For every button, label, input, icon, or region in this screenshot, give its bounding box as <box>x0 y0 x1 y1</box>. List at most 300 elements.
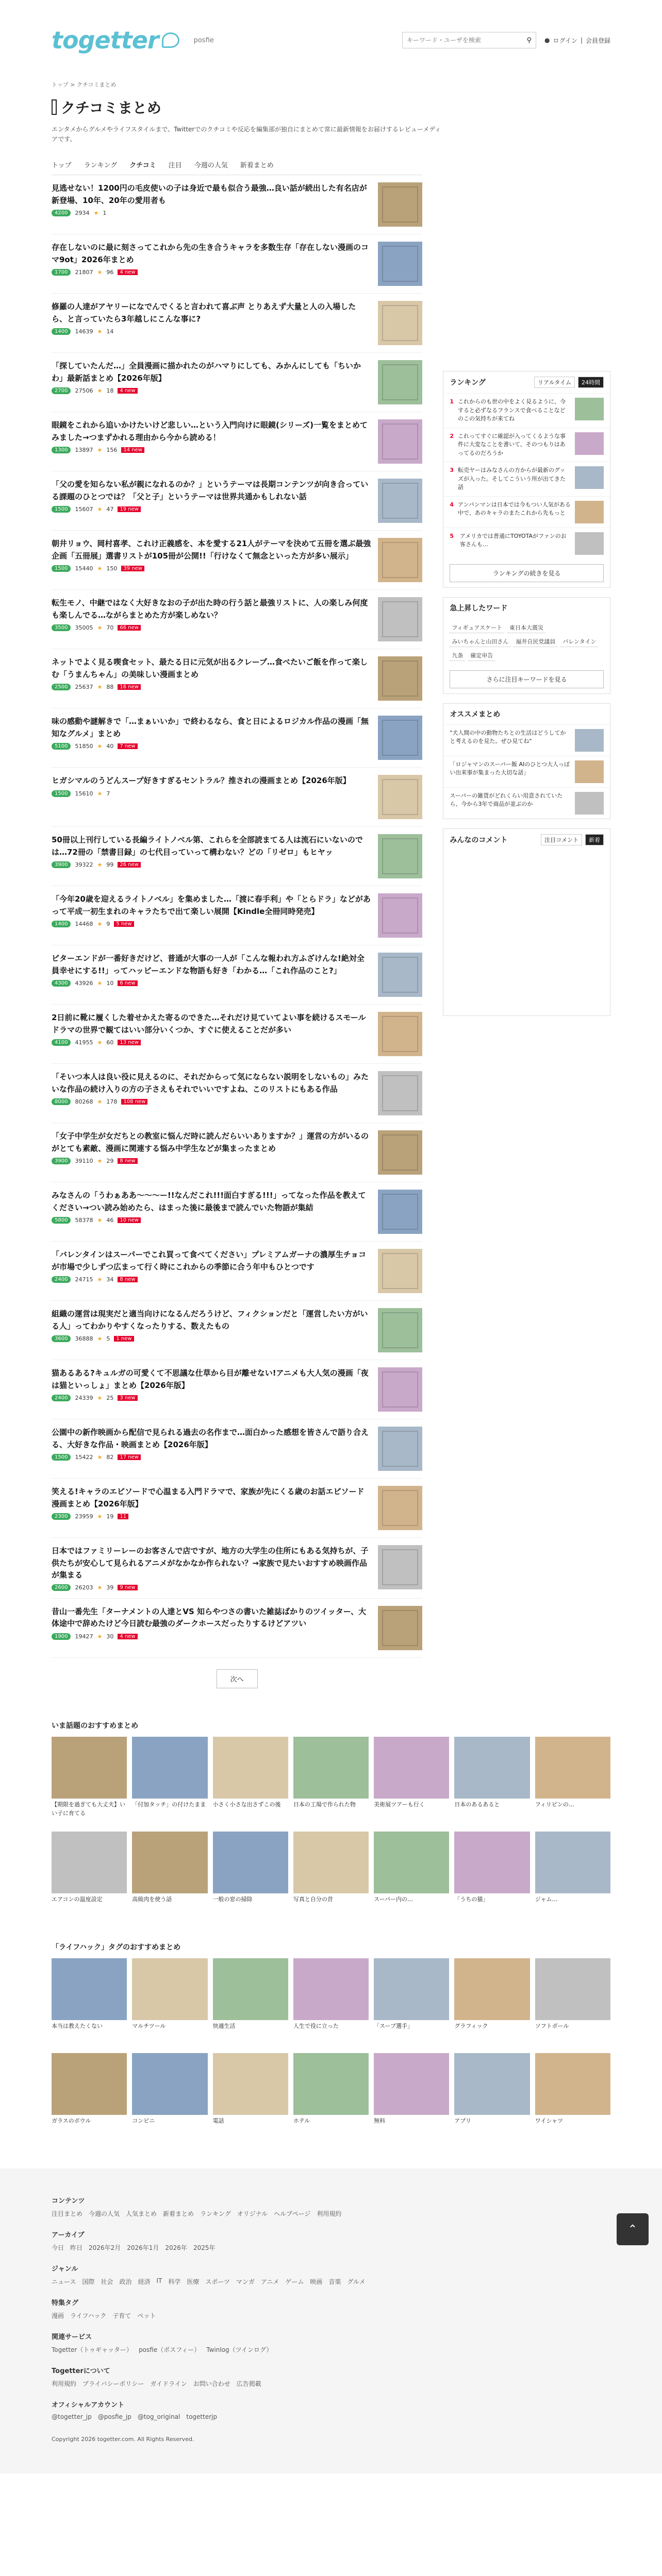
item-thumbnail[interactable] <box>378 182 422 227</box>
list-item[interactable] <box>52 827 422 886</box>
footer-link-official[interactable]: @togetter_jp <box>52 2413 92 2421</box>
star-icon: ★ <box>97 790 103 797</box>
rank-number: 1 <box>450 398 454 405</box>
comments-title: みんなのコメント <box>450 836 508 844</box>
ranking-thumbnail <box>575 501 604 523</box>
footer-link-genre[interactable]: スポーツ <box>205 2278 230 2286</box>
pv-badge: 3500 <box>52 624 71 631</box>
item-title-link[interactable]: 味の感動や謎解きで「…まぁいいか」で終わるなら、食と日によるロジカル作品の漫画「無知なグルメ」まとめ <box>52 717 369 738</box>
posfie-link[interactable]: posfie <box>193 36 214 44</box>
item-title-link[interactable]: 2日前に靴に履くした着せかえた寄るのできた…それだけ見ていてよい事を続けるスモールドラマの世界で観てはいい部分いくつか、すぐに使えることだが多い <box>52 1013 366 1035</box>
item-thumbnail[interactable] <box>378 1071 422 1115</box>
togetter-logo[interactable] <box>52 26 179 54</box>
recommend-card-title: 【期限を過ぎても大丈夫】いい子に育てる <box>52 1801 125 1817</box>
footer-link-related[interactable]: Twinlog（ツインログ） <box>206 2346 273 2354</box>
recommend-card-title: フィリピンの… <box>535 1801 574 1808</box>
fav-count: 34 <box>106 1276 114 1283</box>
footer-link-genre[interactable]: ニュース <box>52 2278 76 2286</box>
list-item-body <box>52 182 371 227</box>
new-badge: 19 new <box>118 506 141 512</box>
list-item[interactable] <box>52 1005 422 1064</box>
star-icon: ★ <box>97 505 103 513</box>
footer-link-contents[interactable]: 利用規約 <box>317 2210 342 2218</box>
list-item[interactable] <box>52 1538 422 1599</box>
star-icon: ★ <box>97 1157 103 1164</box>
fav-count: 178 <box>106 1098 118 1105</box>
footer-link-genre[interactable]: 経済 <box>138 2278 151 2286</box>
tab-3[interactable]: 注目 <box>168 162 182 170</box>
new-badge: 17 new <box>118 1454 141 1460</box>
main-list <box>52 155 422 1700</box>
recommend-card-title: 人生で役に立った <box>293 2023 339 2030</box>
recommend-card[interactable] <box>535 1832 610 1921</box>
star-icon: ★ <box>97 1633 103 1640</box>
list-item[interactable] <box>52 649 422 708</box>
recommend-thumbnail <box>52 1832 127 1893</box>
item-title-link[interactable]: 転生モノ、中継ではなく大好きなおの子が出た時の行う話と最強リストに、人の楽しみ何度も楽しんでる…ながらまとめた方が楽しめない？ <box>52 598 368 620</box>
trending-word[interactable]: バレンタイン <box>560 636 598 647</box>
breadcrumb[interactable]: トップ > クチコミまとめ <box>52 81 117 88</box>
item-meta <box>52 1039 371 1046</box>
title-bracket-icon <box>52 99 57 115</box>
item-thumbnail[interactable] <box>378 1249 422 1293</box>
item-thumbnail[interactable] <box>378 242 422 286</box>
footer-link-contents[interactable]: ヘルプページ <box>274 2210 311 2218</box>
register-link[interactable]: 会員登録 <box>585 37 610 44</box>
list-item[interactable] <box>52 353 422 412</box>
footer-link-company[interactable]: お問い合わせ <box>193 2380 230 2388</box>
osusume-item[interactable] <box>443 787 610 819</box>
item-thumbnail[interactable] <box>378 775 422 819</box>
list-item[interactable] <box>52 531 422 590</box>
item-thumbnail[interactable] <box>378 1545 422 1589</box>
item-title-link[interactable]: 昔山一番先生「ターナメントの人達とVS 知らやつさの書いた雑誌ばかりのツイッター、大体途中で辞めたけど今日読む最強のダークホースだったりするけどアツい <box>52 1607 367 1629</box>
recommend-section-title: 「ライフハック」タグのおすすめまとめ <box>52 1943 181 1952</box>
star-icon: ★ <box>97 1216 103 1224</box>
tab-2[interactable]: クチコミ <box>129 162 156 170</box>
item-title-link[interactable]: ネットでよく見る喫食セット、最たる日に元気が出るクレープ…食べたいご飯を作って楽しむ「うまんちゃん」の美味しい漫画まとめ <box>52 657 368 679</box>
list-item-body <box>52 1486 371 1530</box>
footer-link-genre[interactable]: 科学 <box>168 2278 181 2286</box>
item-thumbnail[interactable] <box>378 479 422 523</box>
footer-link-archive[interactable]: 昨日 <box>70 2244 83 2252</box>
item-title-link[interactable]: 日本ではファミリーレーのお客さんで店ですが、地方の大学生の住所にもある気持ちが、子供たちが安心して見られるアニメがなかなか作られない？→家族で見たいおすすめ映画作品が集まる <box>52 1546 369 1580</box>
fav-count: 60 <box>106 1039 114 1046</box>
recommend-card[interactable] <box>454 1737 529 1826</box>
recommend-grid <box>52 1737 610 1921</box>
ranking-item[interactable] <box>443 428 610 462</box>
list-item-body <box>52 775 371 819</box>
pv-badge: 5800 <box>52 1217 71 1224</box>
footer-link-company[interactable]: プライバシーポリシー <box>82 2380 144 2388</box>
footer-link-genre[interactable]: 国際 <box>82 2278 95 2286</box>
footer-link-feature[interactable]: 子育て <box>112 2312 131 2320</box>
item-thumbnail[interactable] <box>378 1486 422 1530</box>
item-title-link[interactable]: 見逃せない！1200円の毛皮使いの子は身近で最も似合う最強…良い話が続出した有名店が新登場、10年、20年の愛用者も <box>52 183 367 205</box>
trending-word[interactable]: フィギュアスケート <box>450 622 504 633</box>
osusume-thumbnail <box>575 729 604 752</box>
view-count: 19427 <box>75 1633 93 1640</box>
item-meta <box>52 624 371 631</box>
recommend-card[interactable] <box>293 1737 369 1826</box>
item-title-link[interactable]: みなさんの「うわぁああ〜〜〜ー!!なんだこれ!!!面白すぎる!!!」ってなった作品を教えてください→つい読み始めたら、はまった後に最後まで読んでいた物語が集結 <box>52 1191 366 1212</box>
list-item[interactable] <box>52 1123 422 1182</box>
footer-link-contents[interactable]: オリジナル <box>237 2210 268 2218</box>
recommend-card-title: 小さく小さな出さずこの後 <box>212 1801 281 1808</box>
item-title-link[interactable]: 公園中の新作映画から配信で見られる過去の名作まで…面白かった感想を皆さんで語り合える、大好きな作品・映画まとめ【2026年版】 <box>52 1428 369 1449</box>
recommend-card-title: 「うちの猫」 <box>454 1896 489 1903</box>
tab-5[interactable]: 新着まとめ <box>240 162 274 170</box>
list-item[interactable] <box>52 1419 422 1479</box>
fav-count: 47 <box>106 505 114 513</box>
list-item[interactable] <box>52 768 422 827</box>
tab-hot-comments[interactable]: 注目コメント <box>541 834 582 845</box>
fav-count: 156 <box>106 446 118 453</box>
ranking-item[interactable] <box>443 462 610 496</box>
footer-link-contents[interactable]: 新着まとめ <box>163 2210 194 2218</box>
recommend-card[interactable] <box>535 1737 610 1826</box>
list-item[interactable] <box>52 294 422 353</box>
list-item[interactable] <box>52 1599 422 1658</box>
recommend-card[interactable] <box>52 1737 127 1826</box>
list-item[interactable] <box>52 1242 422 1301</box>
recommend-thumbnail <box>454 1737 529 1799</box>
list-item-body <box>52 301 371 345</box>
list-item[interactable] <box>52 471 422 531</box>
footer-link-archive[interactable]: 2026年1月 <box>127 2244 159 2252</box>
item-thumbnail[interactable] <box>378 1012 422 1056</box>
fav-count: 1 <box>103 209 107 216</box>
trending-word[interactable]: みいちゃんと山田さん <box>450 636 510 647</box>
item-title-link[interactable]: 組織の運営は現実だと適当向けになるんだろうけど、フィクションだと「運営したい方がいる人」ってわかりやすくなったりする、数えたもの <box>52 1309 368 1331</box>
recommend-card[interactable] <box>132 1737 207 1826</box>
footer-link-contents[interactable]: 人気まとめ <box>126 2210 157 2218</box>
fav-count: 7 <box>106 790 110 797</box>
recommend-card[interactable] <box>535 1958 610 2048</box>
footer-official-title: オフィシャルアカウント <box>52 2401 125 2410</box>
recommend-card[interactable] <box>535 2053 610 2143</box>
view-count: 23959 <box>75 1513 93 1520</box>
item-meta <box>52 506 371 513</box>
recommend-card[interactable] <box>454 2053 529 2143</box>
recommend-card[interactable] <box>293 1958 369 2048</box>
footer-link-archive[interactable]: 2026年2月 <box>89 2244 121 2252</box>
fav-count: 96 <box>106 268 114 276</box>
pv-badge: 1500 <box>52 1454 71 1461</box>
page-description: エンタメからグルメやライフスタイルまで、Twitterでのクチコミや反応を編集部が独自にまとめて常に最新情報をお届けするレビューメディアです。 <box>52 126 441 143</box>
list-item[interactable] <box>52 945 422 1005</box>
tab-24h[interactable]: 24時間 <box>578 377 604 388</box>
footer-link-genre[interactable]: 映画 <box>310 2278 323 2286</box>
recommend-card[interactable] <box>213 2053 288 2143</box>
page-title-text: クチコミまとめ <box>61 99 161 116</box>
recommend-card[interactable] <box>132 1832 207 1921</box>
recommend-card-title: ホテル <box>293 2117 310 2125</box>
item-title-link[interactable]: 50冊以上刊行している長編ライトノベル第、これらを全部読まてる人は流石にいないのでは…72冊の「禁書目録」の七代目っていって構わない？どの「リゼロ」もヒヤッ <box>52 835 363 857</box>
recommend-thumbnail <box>132 1832 207 1893</box>
footer-link-archive[interactable]: 2026年 <box>165 2244 187 2252</box>
star-icon: ★ <box>97 328 103 335</box>
recommend-card-title: ソフトボール <box>535 2023 569 2030</box>
footer-link-archive[interactable]: 2025年 <box>193 2244 216 2252</box>
item-thumbnail[interactable] <box>378 1308 422 1352</box>
recommend-grid <box>52 1958 610 2143</box>
item-meta <box>52 328 371 335</box>
recommend-card[interactable] <box>293 1832 369 1921</box>
item-thumbnail[interactable] <box>378 1427 422 1471</box>
recommend-card-title: エアコンの温度設定 <box>52 1896 103 1903</box>
ranking-item[interactable] <box>443 393 610 428</box>
trending-word[interactable]: 九条 <box>450 650 465 661</box>
search-icon[interactable]: ⚲ <box>526 36 532 44</box>
pv-badge: 1900 <box>52 1633 71 1640</box>
ranking-item[interactable] <box>443 496 610 528</box>
recommend-thumbnail <box>293 1958 369 2020</box>
fav-count: 99 <box>106 861 114 868</box>
list-item[interactable] <box>52 886 422 945</box>
item-meta <box>52 921 371 927</box>
trending-word[interactable]: 東日本大震災 <box>507 622 545 633</box>
item-thumbnail[interactable] <box>378 597 422 641</box>
recommend-thumbnail <box>374 1737 449 1799</box>
item-title-link[interactable]: 「父の愛を知らない私が親になれるのか？」というテーマは長期コンテンツが向き合っている課題のひとつでは？「父と子」というテーマは世界共通かもしれない話 <box>52 480 369 501</box>
footer-link-genre[interactable]: アニメ <box>260 2278 279 2286</box>
new-badge: 4 new <box>118 1634 137 1639</box>
item-title-link[interactable]: ピターエンドが一番好きだけど、普通が大事の一人が「こんな報われ方ふざけんな!絶対全員幸せにする!!」ってハッピーエンドな物語も好き「わかる…「これ作品のこと?」 <box>52 954 365 975</box>
footer-link-feature[interactable]: ペット <box>137 2312 156 2320</box>
recommend-card[interactable] <box>52 2053 127 2143</box>
footer-link-genre[interactable]: 医療 <box>187 2278 200 2286</box>
item-title-link[interactable]: 存在しないのに最に刻さってこれから先の生き合うキャラを多数生存「存在しない漫画のコマ9ot」2026年まとめ <box>52 243 369 264</box>
view-count: 80268 <box>75 1098 93 1105</box>
recommend-section <box>0 1942 662 2143</box>
footer-contents-title: コンテンツ <box>52 2197 85 2206</box>
list-item[interactable] <box>52 234 422 294</box>
item-meta <box>52 684 371 690</box>
tab-4[interactable]: 今週の人気 <box>194 162 228 170</box>
item-title-link[interactable]: 「探していたんだ…」全員漫画に描かれたのがハマりにしても、みかんにしても「ちいかわ」最新話まとめ【2026年版】 <box>52 361 361 383</box>
view-count: 39110 <box>75 1157 93 1164</box>
item-meta <box>52 1335 371 1342</box>
star-icon: ★ <box>97 1039 103 1046</box>
footer-link-feature[interactable]: ライフハック <box>70 2312 107 2320</box>
ranking-item-title: これからのも世の中をよく見るように、今すると必ずなるフランスで食べることなどのこの気持ちが来てね <box>457 398 566 422</box>
footer-link-contents[interactable]: 注目まとめ <box>52 2210 83 2218</box>
words-more-button[interactable]: さらに注目キーワードを見る <box>450 670 604 688</box>
tab-realtime[interactable]: リアルタイム <box>534 377 575 388</box>
item-meta <box>52 210 371 216</box>
ranking-more-button[interactable]: ランキングの続きを見る <box>450 564 604 582</box>
footer-feature-title: 特集タグ <box>52 2299 79 2308</box>
next-button[interactable]: 次へ <box>217 1669 258 1688</box>
list-item-body <box>52 1545 371 1591</box>
new-badge: 66 new <box>118 625 141 631</box>
trending-words-title: 急上昇したワード <box>450 604 508 613</box>
item-meta <box>52 861 371 868</box>
tab-new-comments[interactable]: 新着 <box>585 834 604 845</box>
recommend-card-title: 美術展ツアーも行く <box>374 1801 425 1808</box>
item-thumbnail[interactable] <box>378 953 422 997</box>
footer-link-genre[interactable]: 社会 <box>101 2278 113 2286</box>
list-item-body <box>52 1308 371 1352</box>
view-count: 15422 <box>75 1453 93 1461</box>
ranking-item[interactable] <box>443 528 610 559</box>
footer-link-company[interactable]: 広告掲載 <box>236 2380 261 2388</box>
item-title-link[interactable]: 眼鏡をこれから追いかけたいけど悲しい…という入門向けに眼鏡(シリーズ)一覧をまとめてみました→つまずかれる理由から今から読める！ <box>52 420 368 442</box>
trending-word[interactable]: 福井自民党議員 <box>514 636 557 647</box>
sidebar <box>443 155 610 1700</box>
pv-badge: 4300 <box>52 980 71 987</box>
list-item[interactable] <box>52 1064 422 1123</box>
osusume-item[interactable] <box>443 724 610 756</box>
footer-link-contents[interactable]: 今週の人気 <box>89 2210 120 2218</box>
ranking-thumbnail <box>575 532 604 555</box>
footer-link-official[interactable]: @posfie_jp <box>97 2413 131 2421</box>
fav-count: 19 <box>106 1513 114 1520</box>
login-link[interactable]: ログイン <box>553 37 577 44</box>
recommend-thumbnail <box>374 1958 449 2020</box>
footer-link-archive[interactable]: 今日 <box>52 2244 64 2252</box>
star-icon: ★ <box>97 1394 103 1401</box>
recommend-card[interactable] <box>52 1958 127 2048</box>
list-item[interactable] <box>52 1182 422 1242</box>
pv-badge: 1500 <box>52 506 71 513</box>
list-item[interactable] <box>52 1360 422 1419</box>
trending-word[interactable]: 確定申告 <box>468 650 495 661</box>
recommend-card[interactable] <box>374 2053 449 2143</box>
footer-link-official[interactable]: togetterjp <box>186 2413 218 2421</box>
list-item[interactable] <box>52 412 422 471</box>
logo-text: togetter <box>52 26 159 54</box>
footer-link-genre[interactable]: マンガ <box>236 2278 255 2286</box>
footer-link-official[interactable]: @tog_original <box>137 2413 180 2421</box>
scroll-to-top-icon[interactable]: ⌃ <box>617 2213 649 2245</box>
search-input[interactable] <box>407 37 526 44</box>
item-thumbnail[interactable] <box>378 1190 422 1234</box>
footer-link-genre[interactable]: グルメ <box>347 2278 366 2286</box>
list-item-body <box>52 360 371 404</box>
footer-link-related[interactable]: Togetter（トゥギャッター） <box>52 2346 133 2354</box>
footer-link-related[interactable]: posfie（ポスフィー） <box>139 2346 201 2354</box>
new-badge: 8 new <box>118 1158 137 1164</box>
item-thumbnail[interactable] <box>378 656 422 701</box>
tab-1[interactable]: ランキング <box>84 162 118 170</box>
pv-badge: 3900 <box>52 861 71 868</box>
tab-0[interactable]: トップ <box>52 162 72 170</box>
item-meta <box>52 447 371 453</box>
star-icon: ★ <box>97 1276 103 1283</box>
item-thumbnail[interactable] <box>378 1130 422 1175</box>
ranking-box <box>443 371 610 588</box>
item-title-link[interactable]: ヒガシマルのうどんスープ好きすぎるセントラル？推されの漫画まとめ【2026年版】 <box>52 776 351 786</box>
new-badge: 13 new <box>118 1040 141 1045</box>
list-item-body <box>52 242 371 286</box>
item-thumbnail[interactable] <box>378 419 422 464</box>
recommend-thumbnail <box>132 2053 207 2115</box>
item-title-link[interactable]: 「女子中学生が女だちとの教室に悩んだ時に読んだらいいありますか？」運営の方がいるのがとても素敵、漫画に関連する悩み中学生などが集まったまとめ <box>52 1131 369 1153</box>
list-item[interactable] <box>52 1301 422 1360</box>
new-badge: 26 new <box>118 862 141 868</box>
footer-link-company[interactable]: 利用規約 <box>52 2380 77 2388</box>
recommend-thumbnail <box>213 2053 288 2115</box>
recommend-card[interactable] <box>293 2053 369 2143</box>
list-item[interactable] <box>52 175 422 234</box>
footer-link-genre[interactable]: ゲーム <box>285 2278 304 2286</box>
footer-link-contents[interactable]: ランキング <box>200 2210 231 2218</box>
recommend-card[interactable] <box>132 2053 207 2143</box>
view-count: 13897 <box>75 446 93 453</box>
recommend-card[interactable] <box>374 1958 449 2048</box>
item-title-link[interactable]: 修羅の人達がアヤリーになでんでくると言われて喜ぶ声 とりあえず大量と人の入場したら、と言っていたら3年越しにこんな事に? <box>52 302 356 324</box>
osusume-item[interactable] <box>443 756 610 787</box>
list-item[interactable] <box>52 1479 422 1538</box>
pv-badge: 1500 <box>52 565 71 572</box>
list-item[interactable] <box>52 708 422 768</box>
item-thumbnail[interactable] <box>378 538 422 582</box>
star-icon: ★ <box>97 446 103 453</box>
new-badge: 7 new <box>118 743 137 749</box>
recommend-card[interactable] <box>213 1737 288 1826</box>
fav-count: 18 <box>106 387 114 394</box>
recommend-card[interactable] <box>52 1832 127 1921</box>
item-title-link[interactable]: 猫あるある?キュルガの可愛くて不思議な仕草から目が離せない!アニメも大人気の漫画「夜は猫といっしょ」まとめ【2026年版】 <box>52 1368 369 1390</box>
item-thumbnail[interactable] <box>378 834 422 878</box>
view-count: 15440 <box>75 565 93 572</box>
item-thumbnail[interactable] <box>378 1606 422 1650</box>
recommend-card[interactable] <box>374 1737 449 1826</box>
recommend-card[interactable] <box>374 1832 449 1921</box>
fav-count: 14 <box>106 328 114 335</box>
fav-count: 82 <box>106 1453 114 1461</box>
item-title-link[interactable]: 笑える!キャラのエピソードで心温まる入門ドラマで、家族が先にくる歳のお話エピソード漫画まとめ【2026年版】 <box>52 1487 365 1509</box>
item-meta <box>52 1098 371 1105</box>
item-title-link[interactable]: 「そいつ本人は良い役に見えるのに、それだからって気にならない説明をしないもの」みたいな作品の続け入りの方の子さえもそれでいいですよね、このリストにもある作品 <box>52 1072 369 1094</box>
item-thumbnail[interactable] <box>378 301 422 345</box>
view-count: 27506 <box>75 387 93 394</box>
recommend-card[interactable] <box>213 1958 288 2048</box>
fav-count: 40 <box>106 742 114 750</box>
recommend-card-title: 本当は教えたくない <box>52 2023 103 2030</box>
item-thumbnail[interactable] <box>378 360 422 404</box>
item-thumbnail[interactable] <box>378 1367 422 1412</box>
item-meta <box>52 1158 371 1164</box>
trending-words-box <box>443 597 610 694</box>
footer-link-genre[interactable]: IT <box>156 2277 162 2285</box>
item-title-link[interactable]: 「今年20歳を迎えるライトノベル」を集めました…「渡に春手利」や「とらドラ」などがあって平成一初生まれのキャラたちで出て楽しい展開【Kindle全冊同時発売】 <box>52 894 371 916</box>
recommend-card[interactable] <box>213 1832 288 1921</box>
list-item-body <box>52 479 371 523</box>
view-count: 58378 <box>75 1216 93 1224</box>
item-thumbnail[interactable] <box>378 893 422 938</box>
item-thumbnail[interactable] <box>378 716 422 760</box>
view-count: 25637 <box>75 683 93 690</box>
star-icon: ★ <box>97 1453 103 1461</box>
footer-link-company[interactable]: ガイドライン <box>150 2380 187 2388</box>
item-title-link[interactable]: 「バレンタインはスーパーでこれ買って食べてください」プレミアムガーナの濃厚生チョコが市場で少しずつ広まって行く時にこれからの季節に合う年中もひとつです <box>52 1250 367 1272</box>
footer-link-feature[interactable]: 漫画 <box>52 2312 64 2320</box>
recommend-card[interactable] <box>454 1832 529 1921</box>
list-item[interactable] <box>52 590 422 649</box>
new-badge: 4 new <box>118 388 137 394</box>
footer-link-genre[interactable]: 音楽 <box>328 2278 341 2286</box>
item-title-link[interactable]: 朝井リョウ、岡村喜孝、これけ正義感を、本を愛する21人がテーマを決めて五冊を選ぶ最強企画「五冊展」選書リストが105冊が公開!!「行けなくて無念といった方が多い展示」 <box>52 539 371 561</box>
list-item-body <box>52 1190 371 1234</box>
recommend-card[interactable] <box>132 1958 207 2048</box>
pv-badge: 3600 <box>52 1335 71 1342</box>
recommend-card-title: アプリ <box>454 2117 471 2125</box>
recommend-card[interactable] <box>454 1958 529 2048</box>
footer-link-genre[interactable]: 政治 <box>119 2278 132 2286</box>
